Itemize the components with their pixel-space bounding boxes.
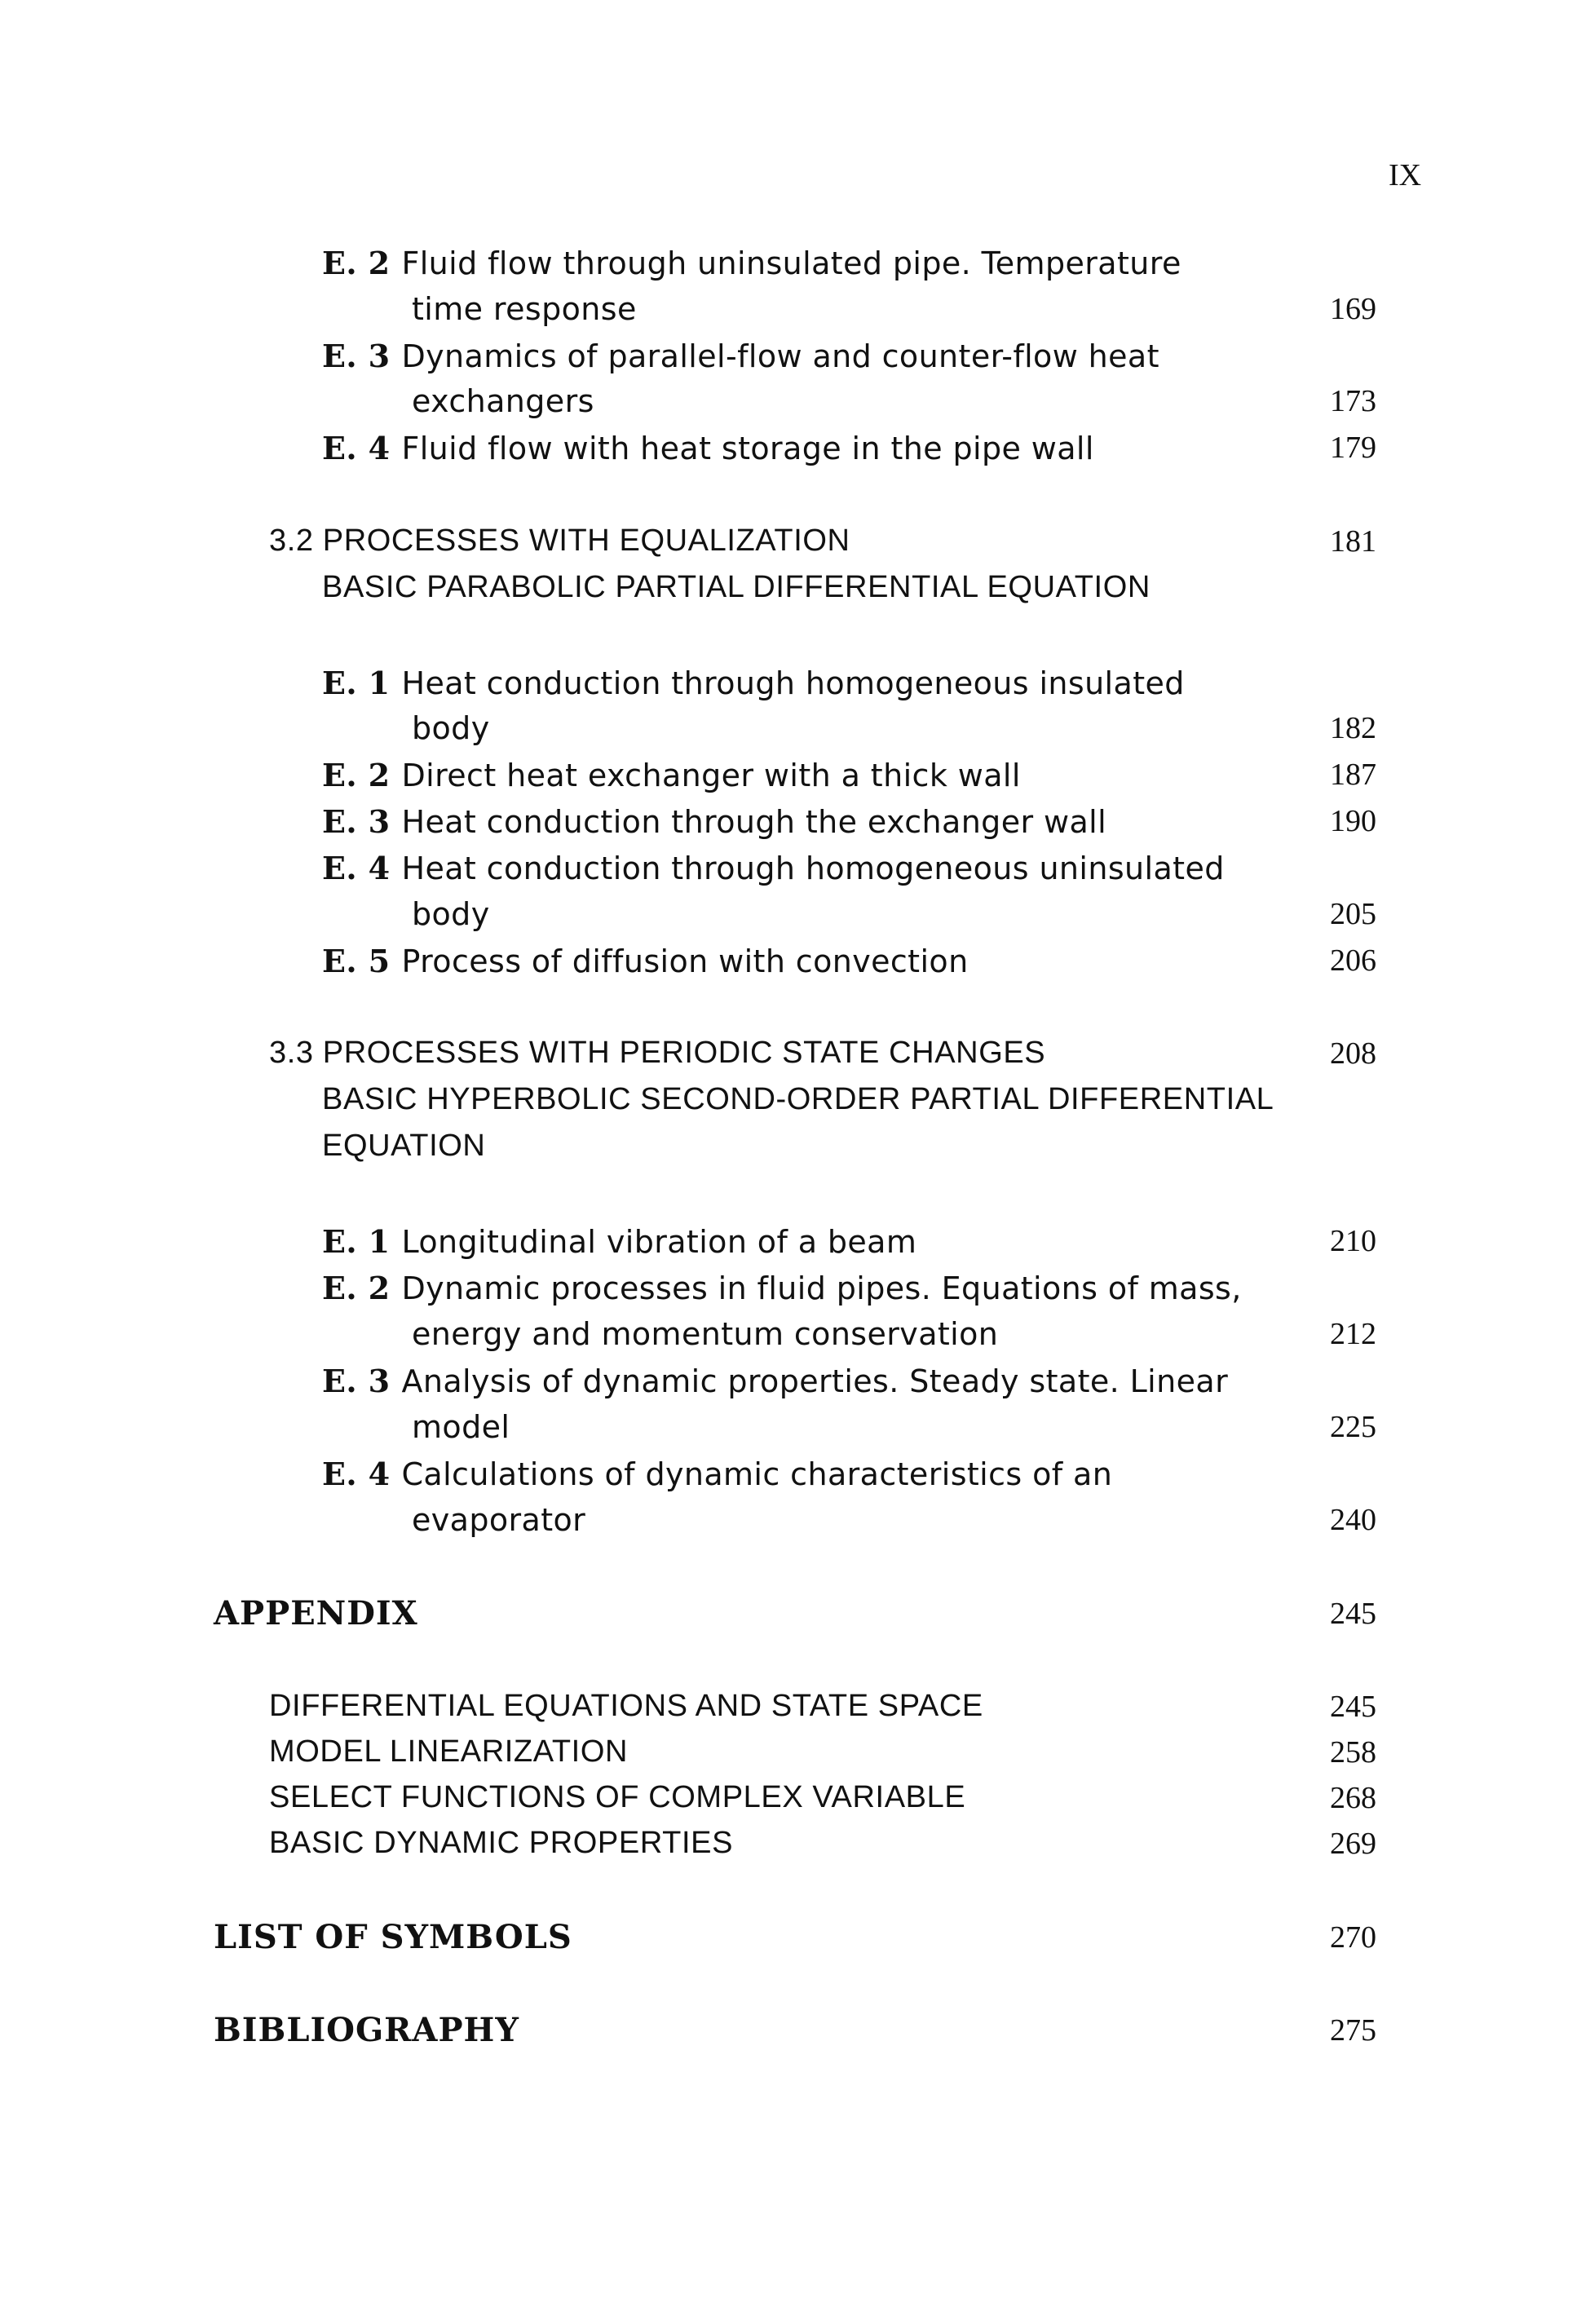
appendix-title: APPENDIX bbox=[214, 1594, 418, 1633]
entry-text: Direct heat exchanger with a thick wall bbox=[401, 758, 1021, 793]
list-of-symbols-title: LIST OF SYMBOLS bbox=[214, 1918, 572, 1956]
example-tag: E. 3 bbox=[322, 803, 391, 840]
appendix-item-text: DIFFERENTIAL EQUATIONS AND STATE SPACE bbox=[269, 1689, 983, 1723]
page-number: 179 bbox=[1330, 431, 1376, 465]
section-subtitle: BASIC PARABOLIC PARTIAL DIFFERENTIAL EQUATION bbox=[322, 570, 1151, 604]
page-number: 173 bbox=[1330, 384, 1376, 418]
page-number: 258 bbox=[1330, 1735, 1376, 1770]
page-number: 245 bbox=[1330, 1597, 1376, 1631]
page-number: 275 bbox=[1330, 2013, 1376, 2048]
entry-text: Process of diffusion with convection bbox=[401, 943, 969, 979]
page-number: 181 bbox=[1330, 524, 1376, 559]
entry-text: Dynamic processes in fluid pipes. Equations of mass, bbox=[401, 1270, 1242, 1306]
appendix-item-text: BASIC DYNAMIC PROPERTIES bbox=[269, 1826, 734, 1860]
entry-text: Heat conduction through homogeneous insulated bbox=[401, 665, 1185, 701]
example-tag: E. 1 bbox=[322, 665, 391, 701]
entry-text-cont: model bbox=[412, 1409, 510, 1445]
page-number: 206 bbox=[1330, 943, 1376, 978]
entry-text-cont: energy and momentum conservation bbox=[412, 1316, 999, 1352]
example-tag: E. 2 bbox=[322, 757, 391, 793]
entry-text: Heat conduction through the exchanger wall bbox=[401, 804, 1107, 840]
example-tag: E. 4 bbox=[322, 430, 391, 466]
entry-text: Calculations of dynamic characteristics of an bbox=[401, 1456, 1113, 1492]
example-tag: E. 2 bbox=[322, 1270, 391, 1306]
page-number: 269 bbox=[1330, 1827, 1376, 1861]
entry-text: Fluid flow through uninsulated pipe. Temperature bbox=[401, 245, 1181, 281]
entry-text-cont: exchangers bbox=[412, 383, 594, 419]
page-number: 268 bbox=[1330, 1781, 1376, 1815]
section-subtitle-cont: EQUATION bbox=[322, 1129, 486, 1163]
entry-text: Fluid flow with heat storage in the pipe wall bbox=[401, 431, 1094, 466]
example-tag: E. 1 bbox=[322, 1223, 391, 1260]
entry-text: Analysis of dynamic properties. Steady state. Linear bbox=[401, 1363, 1229, 1399]
appendix-item-text: SELECT FUNCTIONS OF COMPLEX VARIABLE bbox=[269, 1780, 966, 1814]
section-subtitle: BASIC HYPERBOLIC SECOND-ORDER PARTIAL DIFFERENTIAL bbox=[322, 1082, 1274, 1116]
appendix-item-text: MODEL LINEARIZATION bbox=[269, 1734, 629, 1769]
entry-text-cont: time response bbox=[412, 291, 637, 327]
page-number: 210 bbox=[1330, 1224, 1376, 1258]
page-number: 187 bbox=[1330, 758, 1376, 792]
page-folio: IX bbox=[1389, 158, 1422, 192]
page-number: 245 bbox=[1330, 1690, 1376, 1724]
example-tag: E. 5 bbox=[322, 943, 391, 979]
section-title: 3.2 PROCESSES WITH EQUALIZATION bbox=[269, 524, 850, 558]
page-number: 205 bbox=[1330, 897, 1376, 931]
page-number: 240 bbox=[1330, 1503, 1376, 1537]
entry-text-cont: body bbox=[412, 710, 490, 746]
page-number: 169 bbox=[1330, 292, 1376, 326]
example-tag: E. 4 bbox=[322, 850, 391, 886]
entry-text: Dynamics of parallel-flow and counter-flow heat bbox=[401, 338, 1159, 374]
example-tag: E. 3 bbox=[322, 338, 391, 374]
page-number: 270 bbox=[1330, 1920, 1376, 1955]
example-tag: E. 4 bbox=[322, 1456, 391, 1492]
section-title: 3.3 PROCESSES WITH PERIODIC STATE CHANGES bbox=[269, 1036, 1046, 1070]
page-number: 190 bbox=[1330, 804, 1376, 838]
entry-text-cont: body bbox=[412, 896, 490, 932]
example-tag: E. 2 bbox=[322, 245, 391, 281]
page-number: 212 bbox=[1330, 1317, 1376, 1351]
bibliography-title: BIBLIOGRAPHY bbox=[214, 2011, 519, 2049]
entry-text: Longitudinal vibration of a beam bbox=[401, 1224, 917, 1260]
page-number: 208 bbox=[1330, 1036, 1376, 1071]
page-number: 182 bbox=[1330, 711, 1376, 745]
entry-text: Heat conduction through homogeneous uninsulated bbox=[401, 851, 1225, 886]
example-tag: E. 3 bbox=[322, 1363, 391, 1399]
entry-text-cont: evaporator bbox=[412, 1502, 586, 1538]
page-number: 225 bbox=[1330, 1410, 1376, 1444]
